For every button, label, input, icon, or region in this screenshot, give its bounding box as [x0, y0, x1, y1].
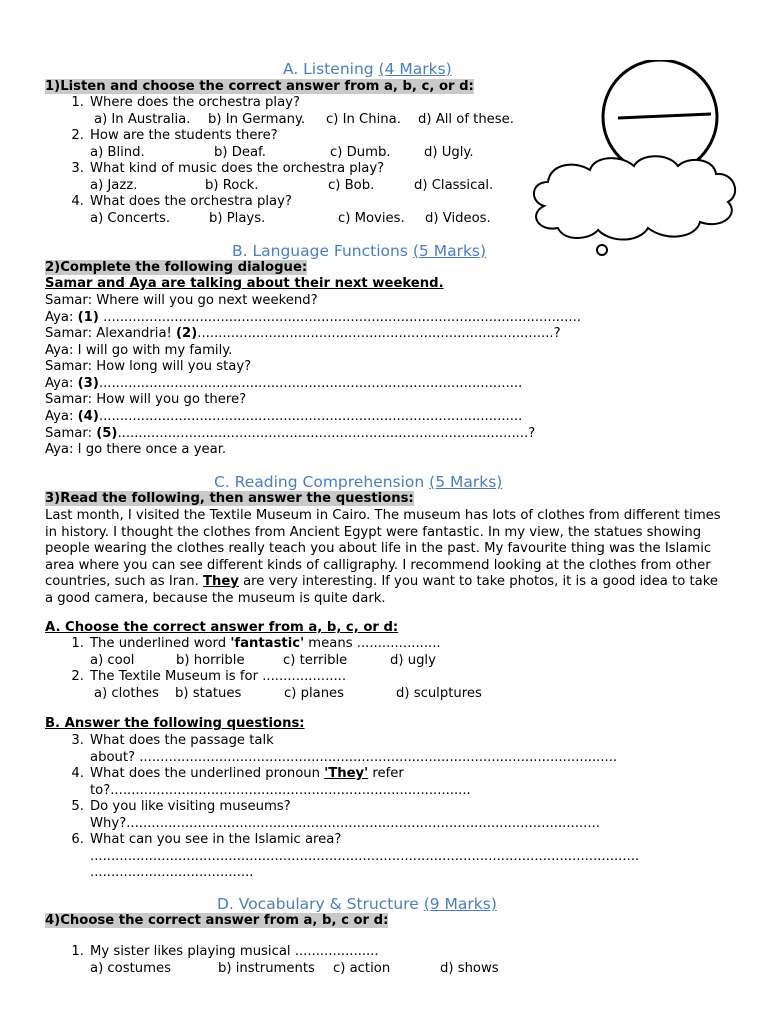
- dialogue-line-5: Samar: How long will you stay?: [45, 359, 252, 374]
- reading-q1: 1. The underlined word 'fantastic' means ....................: [71, 636, 441, 651]
- listening-q3: 3. What kind of music does the orchestra play?: [71, 161, 385, 176]
- dialogue-line-10: Aya: I go there once a year.: [45, 442, 227, 457]
- thought-dot: [597, 245, 607, 255]
- reading-passage: Last month, I visited the Textile Museum in Cairo. The museum has lots of clothes from different times in history. I thought the clothes from Ancient Egypt were fantastic. In my view, the statues showing people wearing the clothes really teach you about life in the past. My favourite thing was the Islamic area where you can see different kinds of calligraphy. I recommend looking at the clothes from other countries, such as Iran. They are very interesting. If you want to take photos, it is a good idea to take a good camera, because the museum is quite dark.: [45, 508, 721, 606]
- dialogue-line-9: Samar: (5)..................................................................................................?: [45, 426, 536, 441]
- section-d-instruction: 4)Choose the correct answer from a, b, c or d:: [45, 913, 389, 928]
- dialogue-line-3: Samar: Alexandria! (2).....................................................................................?: [45, 326, 561, 341]
- section-c-instruction: 3)Read the following, then answer the questions:: [45, 491, 414, 506]
- reading-q4-answer-line[interactable]: to?......................................................................................: [90, 783, 471, 798]
- section-c-title: C. Reading Comprehension (5 Marks): [214, 473, 503, 491]
- reading-q6: 6. What can you see in the Islamic area?: [71, 832, 342, 847]
- thought-cloud: [534, 156, 735, 239]
- section-a-instruction: 1)Listen and choose the correct answer from a, b, c, or d:: [45, 79, 474, 94]
- section-b-marks: (5 Marks): [412, 242, 487, 260]
- reading-q4: 4. What does the underlined pronoun 'They' refer: [71, 766, 404, 781]
- section-a-marks: (4 Marks): [378, 60, 452, 78]
- dialogue-line-6: Aya: (3).....................................................................................................: [45, 376, 523, 391]
- listening-q2: 2. How are the students there?: [71, 128, 278, 143]
- reading-q6-answer-line-2[interactable]: .......................................: [90, 865, 254, 880]
- reading-q6-answer-line-1[interactable]: ...................................................................................................................................: [90, 849, 640, 864]
- vocab-q1: 1. My sister likes playing musical ....................: [71, 944, 379, 959]
- section-c-marks: (5 Marks): [429, 473, 503, 491]
- dialogue-line-4: Aya: I will go with my family.: [45, 343, 233, 358]
- reading-q2: 2. The Textile Museum is for ....................: [71, 669, 347, 684]
- dialogue-line-1: Samar: Where will you go next weekend?: [45, 293, 318, 308]
- dialogue-subtitle: Samar and Aya are talking about their next weekend.: [45, 276, 444, 291]
- section-a-title: A. Listening (4 Marks): [283, 60, 452, 78]
- listening-q1: 1. Where does the orchestra play?: [71, 95, 300, 110]
- dialogue-line-7: Samar: How will you go there?: [45, 392, 247, 407]
- section-d-title: D. Vocabulary & Structure (9 Marks): [217, 895, 497, 913]
- reading-q5: 5. Do you like visiting museums?: [71, 799, 291, 814]
- section-b-title: B. Language Functions (5 Marks): [232, 242, 487, 260]
- passage-underlined-they: They: [202, 574, 239, 590]
- reading-q3-answer-line[interactable]: about? ..................................................................................................................: [90, 750, 618, 765]
- worksheet-page: A. Listening (4 Marks) 1)Listen and choose the correct answer from a, b, c, or d: 1. Where does the orchestra play? a) In Australia. b) In Germany. c) In China. d) All of these. 2. How are the students there? a) Blind. b) Deaf. c) Dumb. d) Ugly. 3. What kind of music does the orchestra play? a) Jazz. b) Rock. c) Bob. d) Classical. 4. What does the orchestra play? a) Concerts. b) Plays. c) Movies. d) Videos. B. Language Functions (5 Marks) 2)Complete the following dialogue: Samar and Aya are talking about their next weekend. Samar: Where will you go next weekend? Aya: (1) .................................................................................................................. Samar: Alexandria! (2).....................................................................................? Aya: I will go with my family. Samar: How long will you stay? Aya: (3)..................................................................................................... Samar: How will you go there? Aya: (4)..................................................................................................... Samar: (5)..................................................................................................? Aya: I go there once a year. C. Reading Comprehension (5 Marks) 3)Read the following, then answer the questions: Last month, I visited the Textile Museum in Cairo. The museum has lots of clothes from different times in history. I thought the clothes from Ancient Egypt were fantastic. In my view, the statues showing people wearing the clothes really teach you about life in the past. My favourite thing was the Islamic area where you can see different kinds of calligraphy. I recommend looking at the clothes from other countries, such as Iran. They are very interesting. If you want to take photos, it is a good idea to take a good camera, because the museum is quite dark. A. Choose the correct answer from a, b, c, or d: 1. The underlined word 'fantastic' means .................... a) cool b) horrible c) terrible d) ugly 2. The Textile Museum is for .................... a) clothes b) statues c) planes d) sculptures B. Answer the following questions: 3. What does the passage talk about? .................................................................................................................. 4. What does the underlined pronoun 'They' refer to?...................................................................................... 5. Do you like visiting museums? Why?................................................................................................................. 6. What can you see in the Islamic area? ................................................................................................................................... ....................................... D. Vocabulary & Structure (9 Marks) 4)Choose the correct answer from a, b, c or d: 1. My sister likes playing musical .................... a) costumes b) instruments c) action d) shows: [0, 0, 768, 1024]
- reading-part-a-title: A. Choose the correct answer from a, b, c, or d:: [45, 620, 399, 635]
- section-b-instruction: 2)Complete the following dialogue:: [45, 260, 308, 275]
- score-bubble-drawing: [528, 60, 768, 265]
- section-d-marks: (9 Marks): [423, 895, 497, 913]
- listening-q4: 4. What does the orchestra play?: [71, 194, 292, 209]
- dialogue-line-2: Aya: (1) ..................................................................................................................: [45, 310, 581, 325]
- dialogue-line-8: Aya: (4).....................................................................................................: [45, 409, 523, 424]
- reading-q3: 3. What does the passage talk: [71, 733, 274, 748]
- reading-q5-answer-line[interactable]: Why?.................................................................................................................: [90, 816, 600, 831]
- reading-part-b-title: B. Answer the following questions:: [45, 716, 305, 731]
